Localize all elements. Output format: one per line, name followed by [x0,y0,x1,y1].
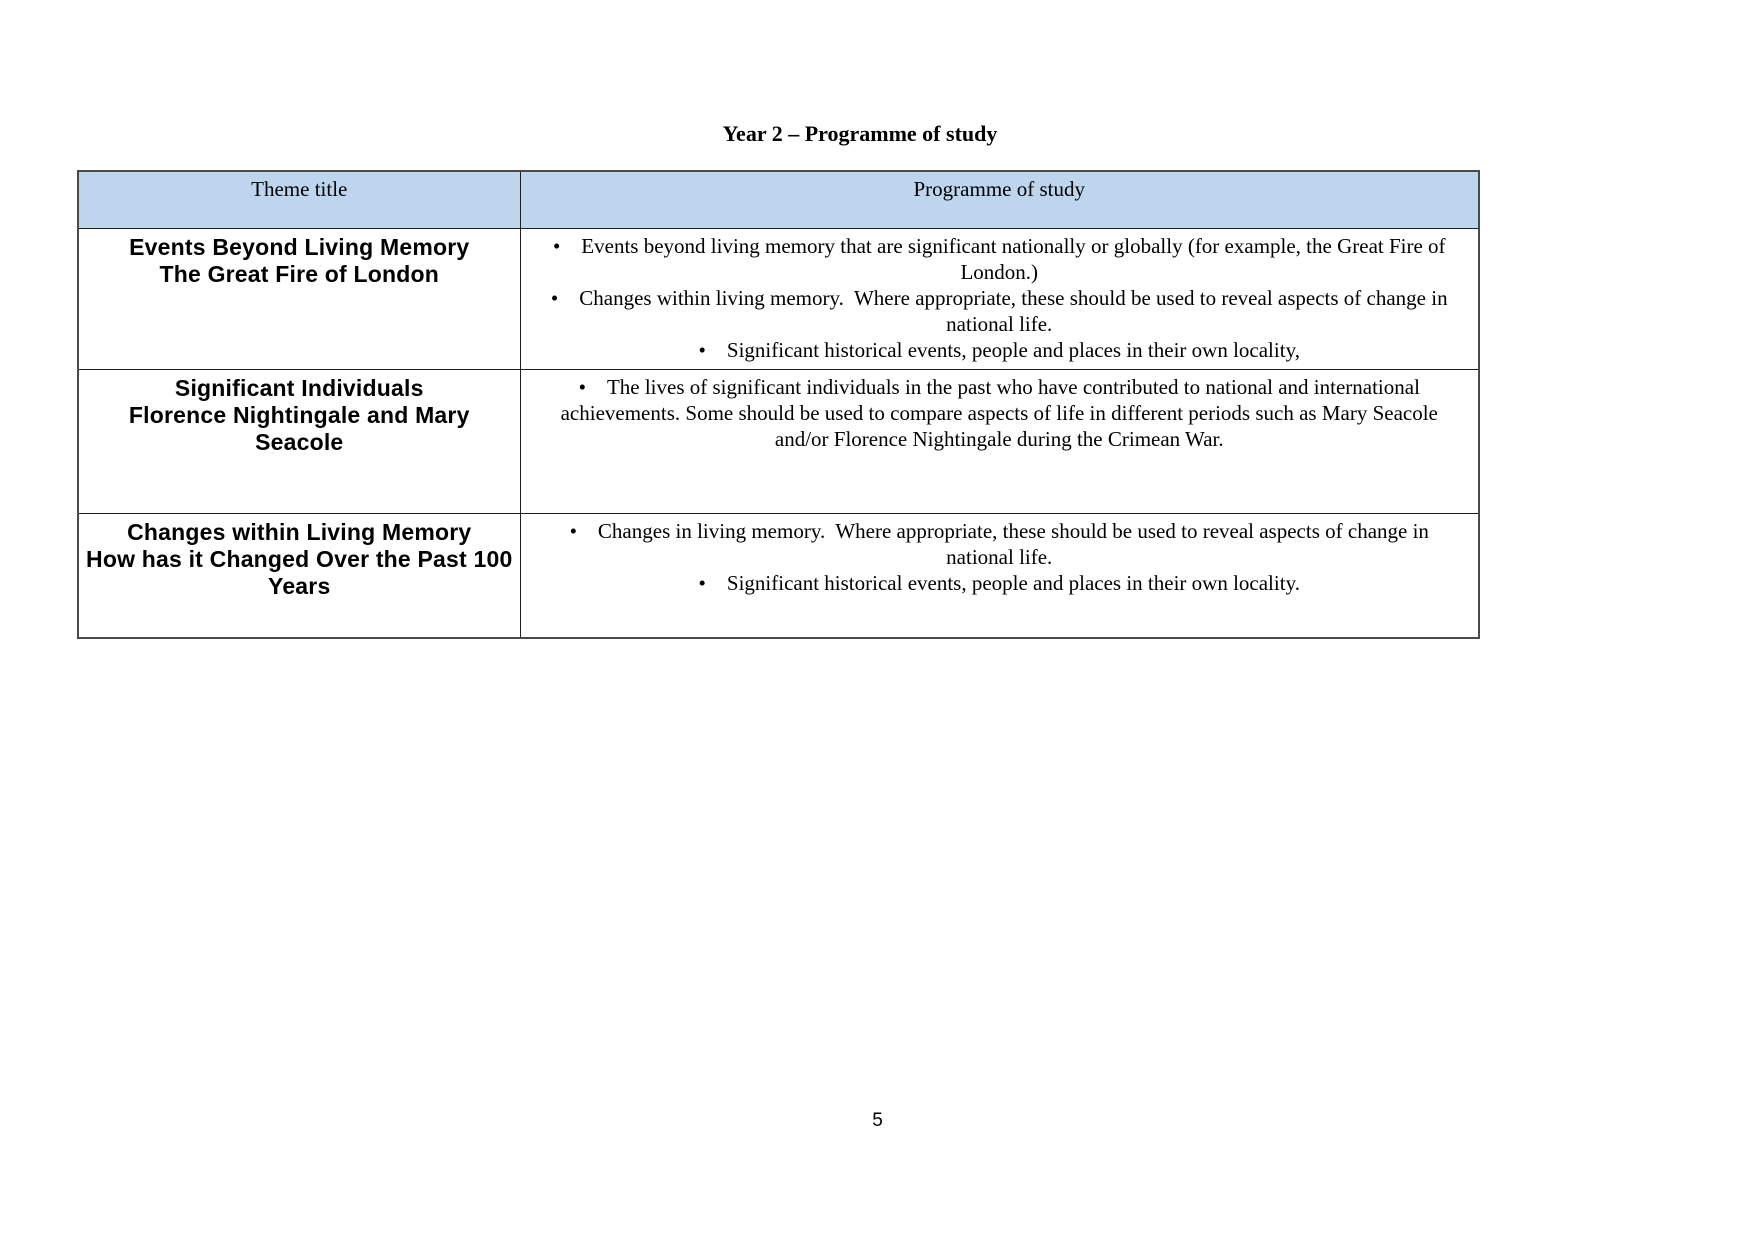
bullet-marker: • [578,374,586,399]
bullet-text: Changes within living memory. Where appropriate, these should be used to reveal aspects of change in national life. [579,285,1453,336]
programme-cell [520,228,1479,369]
bullet-marker: • [698,570,706,595]
table-header-row [78,171,1479,228]
table-row [78,513,1479,638]
header-programme-of-study: Programme of study [520,171,1479,228]
bullet-item [535,337,1465,363]
bullet-text: Events beyond living memory that are significant nationally or globally (for example, the Great Fire of London.) [581,233,1451,284]
page-title: Year 2 – Programme of study [722,121,998,146]
bullet-text: The lives of significant individuals in the past who have contributed to national and international achievements. Some should be used to compare aspects of life in different periods such as Mary Seacole and/or Florence Nightingale during the Crimean War. [560,374,1444,451]
bullet-text: Significant historical events, people and places in their own locality. [726,570,1300,595]
bullet-marker: • [550,285,559,310]
theme-line: How has it Changed Over the Past 100 Years [86,545,513,599]
theme-cell [78,369,520,513]
theme-line: Events Beyond Living Memory [129,233,470,260]
bullet-marker: • [569,518,577,543]
bullet-item [535,374,1465,452]
theme-cell [78,513,520,638]
programme-of-study-table [77,170,1480,639]
table-row [78,228,1479,369]
theme-line: Changes within Living Memory [127,518,472,545]
programme-cell [520,513,1479,638]
theme-line: Florence Nightingale and Mary Seacole [128,401,470,455]
theme-line: The Great Fire of London [159,260,440,287]
programme-cell [520,369,1479,513]
bullet-text: Changes in living memory. Where appropriate, these should be used to reveal aspects of change in national life. [597,518,1435,569]
bullet-item [535,570,1465,596]
bullet-text: Significant historical events, people and places in their own locality, [726,337,1300,362]
bullet-item [535,518,1465,570]
bullet-item [535,233,1465,285]
table-row [78,369,1479,513]
bullet-marker: • [698,337,706,362]
bullet-item [535,285,1465,337]
bullet-marker: • [552,233,561,258]
theme-line: Significant Individuals [174,374,424,401]
header-theme-title: Theme title [78,171,520,228]
page-number: 5 [872,1110,883,1131]
theme-cell [78,228,520,369]
